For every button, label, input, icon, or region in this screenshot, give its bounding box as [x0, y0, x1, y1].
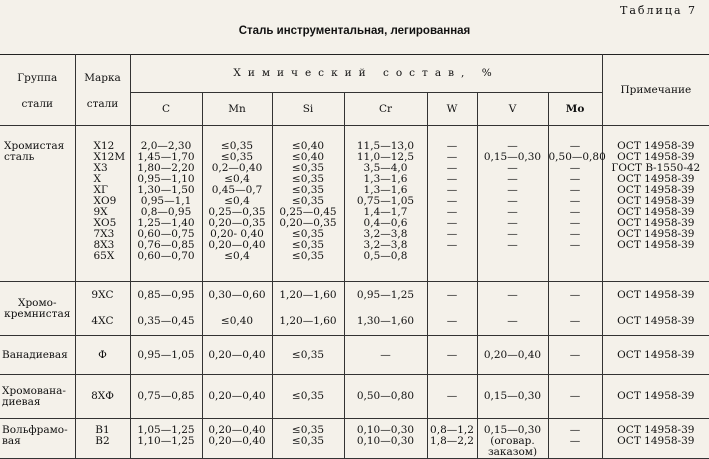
cell-line: 0,20—0,40 — [208, 435, 266, 447]
grade: 9ХС — [75, 282, 130, 309]
mo-value: — — [548, 336, 602, 375]
cell-line: 0,15—0,30 — [483, 424, 542, 436]
si-value: ≤0,35 — [272, 336, 344, 375]
cell-line: ≤0,35 — [291, 250, 325, 262]
v-values — [477, 126, 548, 282]
cell-line: — — [507, 195, 518, 207]
cell-line — [428, 251, 477, 262]
cell-line: 0,8—0,95 — [140, 206, 192, 218]
header-cr: Cr — [344, 93, 427, 126]
cell-line: — — [507, 228, 518, 240]
cell-line: 1,25—1,40 — [137, 217, 195, 229]
cell-line: — — [507, 239, 518, 251]
table-row — [0, 309, 709, 336]
si-values — [272, 126, 344, 282]
cr-values — [344, 419, 427, 459]
v-value: — — [477, 309, 548, 336]
group-name: Ванадиевая — [0, 336, 75, 375]
header-w: W — [427, 93, 477, 126]
cell-line: Х12М — [93, 151, 126, 163]
group-name: Хромо- кремнистая — [0, 282, 75, 336]
cell-line: ≤0,40 — [291, 140, 325, 152]
cell-line: ≤0,35 — [291, 435, 325, 447]
cell-line: ОСТ 14958-39 — [617, 173, 695, 185]
grade: 8ХФ — [75, 375, 130, 419]
cell-line: 1,45—1,70 — [137, 151, 195, 163]
cell-line: ≤0,35 — [291, 173, 325, 185]
grade: 4ХС — [75, 309, 130, 336]
cell-line: ОСТ 14958-39 — [617, 206, 695, 218]
cr-value: — — [344, 336, 427, 375]
cell-line: — — [569, 195, 581, 207]
cell-line: 1,30—1,50 — [137, 184, 195, 196]
mn-value: 0,20—0,40 — [202, 375, 272, 419]
cell-line: ≤0,35 — [291, 228, 325, 240]
group-name: Хромована- диевая — [0, 375, 75, 419]
c-value: 0,75—0,85 — [130, 375, 202, 419]
mo-values — [548, 419, 602, 459]
cell-line: ≤0,35 — [291, 424, 325, 436]
table-row — [0, 282, 709, 309]
cell-line: — — [446, 140, 458, 152]
cr-value: 0,95—1,25 — [344, 282, 427, 309]
v-values — [477, 419, 548, 459]
cell-line: Х — [93, 173, 101, 185]
cell-line: 11,5—13,0 — [356, 140, 415, 152]
cell-line: 1,8—2,2 — [430, 435, 474, 447]
cell-line: 0,25—0,35 — [208, 206, 266, 218]
cell-line: 0,10—0,30 — [356, 424, 415, 436]
note-value: ОСТ 14958-39 — [602, 375, 709, 419]
cell-line: 1,05—1,25 — [137, 424, 195, 436]
cell-line: — — [446, 195, 458, 207]
cell-line: 8Х3 — [93, 239, 115, 251]
si-value: 1,20—1,60 — [272, 309, 344, 336]
w-value: — — [427, 282, 477, 309]
header-si: Si — [272, 93, 344, 126]
cell-line: ОСТ 14958-39 — [617, 184, 695, 196]
cell-line: 0,2—0,40 — [211, 162, 263, 174]
cell-line: 0,10—0,30 — [356, 435, 415, 447]
w-values — [427, 126, 477, 282]
cell-line: 1,3—1,6 — [363, 184, 408, 196]
cell-line: ≤0,35 — [291, 162, 325, 174]
note-value: ОСТ 14958-39 — [602, 282, 709, 309]
table-row — [0, 126, 709, 282]
header-mo: Mo — [548, 93, 602, 126]
c-value: 0,85—0,95 — [130, 282, 202, 309]
cell-line: ≤0,35 — [220, 140, 254, 152]
cell-line: — — [569, 424, 581, 436]
v-value: — — [477, 282, 548, 309]
cell-line: 7Х3 — [93, 228, 115, 240]
cell-line: ОСТ 14958-39 — [617, 151, 695, 163]
cell-line: — — [569, 217, 581, 229]
cell-line: ОСТ 14958-39 — [617, 424, 695, 436]
cell-line: 0,20- 0,40 — [210, 228, 264, 240]
header-c: C — [130, 93, 202, 126]
cell-line: — — [569, 173, 581, 185]
cell-line: ОСТ 14958-39 — [617, 435, 695, 447]
cell-line: — — [446, 151, 458, 163]
cell-line: ≤0,4 — [224, 195, 250, 207]
cell-line: 1,10—1,25 — [137, 435, 195, 447]
cell-line: — — [507, 217, 518, 229]
mo-value: — — [548, 282, 602, 309]
cell-line: ХГ — [93, 184, 108, 196]
cell-line: 3,5—4,0 — [363, 162, 408, 174]
cell-line: — — [446, 162, 458, 174]
cell-line: ≤0,35 — [291, 195, 325, 207]
header-composition: Химический состав, % — [130, 55, 602, 93]
mn-value: 0,30—0,60 — [202, 282, 272, 309]
cell-line: заказом) — [487, 446, 538, 458]
cell-line: 0,75—1,05 — [356, 195, 415, 207]
table-row — [0, 419, 709, 459]
cell-line: ОСТ 14958-39 — [617, 195, 695, 207]
cell-line: 3,2—3,8 — [363, 239, 408, 251]
note-values — [602, 126, 709, 282]
cell-line: 1,80—2,20 — [137, 162, 195, 174]
cell-line: 0,20—0,40 — [208, 424, 266, 436]
mo-values — [548, 126, 606, 282]
cell-line: — — [569, 162, 581, 174]
cr-value: 1,30—1,60 — [344, 309, 427, 336]
table-number: Таблица 7 — [620, 4, 697, 17]
c-values — [130, 419, 202, 459]
group-name: Хромистая сталь — [0, 126, 75, 282]
cell-line: 0,76—0,85 — [137, 239, 195, 251]
v-value: 0,20—0,40 — [477, 336, 548, 375]
cell-line: 0,4—0,6 — [363, 217, 408, 229]
cell-line: — — [569, 228, 581, 240]
cell-line: Х3 — [93, 162, 108, 174]
mn-values — [202, 419, 272, 459]
cell-line: 0,20—0,35 — [279, 217, 337, 229]
cell-line: — — [446, 239, 458, 251]
group-name: Вольфрамо- вая — [0, 419, 75, 459]
table-row — [0, 336, 709, 375]
cell-line: 0,95—1,1 — [140, 195, 192, 207]
si-value: ≤0,35 — [272, 375, 344, 419]
cell-line: — — [569, 206, 581, 218]
cell-line: 0,95—1,10 — [137, 173, 195, 185]
cell-line: ОСТ 14958-39 — [617, 217, 695, 229]
cell-line: ≤0,4 — [224, 250, 250, 262]
w-value: — — [427, 375, 477, 419]
cell-line: 0,50—0,80 — [548, 151, 606, 163]
w-value: — — [427, 336, 477, 375]
steel-composition-table — [0, 54, 709, 459]
cell-line: — — [569, 184, 581, 196]
cell-line: 0,5—0,8 — [363, 250, 408, 262]
grade-list — [75, 126, 130, 282]
cell-line: — — [569, 239, 581, 251]
cell-line — [478, 251, 548, 262]
mn-values — [202, 126, 272, 282]
cell-line: — — [569, 435, 581, 447]
cell-line: 3,2—3,8 — [363, 228, 408, 240]
page-title: Сталь инструментальная, легированная — [238, 25, 471, 37]
mn-value: ≤0,40 — [202, 309, 272, 336]
cell-line: ОСТ 14958-39 — [617, 228, 695, 240]
cell-line: — — [446, 184, 458, 196]
chromium-grades — [76, 126, 130, 262]
cell-line: Х12 — [93, 140, 115, 152]
c-value: 0,95—1,05 — [130, 336, 202, 375]
cell-line: 0,60—0,75 — [137, 228, 195, 240]
cell-line: В2 — [95, 435, 110, 447]
header-mn: Mn — [202, 93, 272, 126]
cell-line: 1,3—1,6 — [363, 173, 408, 185]
cell-line: — — [507, 206, 518, 218]
cell-line: 11,0—12,5 — [356, 151, 415, 163]
cell-line: ОСТ 14958-39 — [617, 140, 695, 152]
table-row — [0, 375, 709, 419]
v-value: 0,15—0,30 — [477, 375, 548, 419]
cell-line: (оговар. — [490, 435, 535, 447]
header-v: V — [477, 93, 548, 126]
cell-line: ≤0,35 — [291, 239, 325, 251]
mo-value: — — [548, 309, 602, 336]
si-values — [272, 419, 344, 459]
cell-line: 65Х — [93, 250, 115, 262]
grade: Ф — [75, 336, 130, 375]
header-grade: Марка стали — [75, 55, 130, 126]
cell-line — [549, 251, 602, 262]
w-values — [427, 419, 477, 459]
cell-line: — — [446, 217, 458, 229]
cell-line: ГОСТ В-1550-42 — [611, 162, 701, 174]
cell-line: 0,8—1,2 — [430, 424, 474, 436]
cell-line: — — [507, 184, 518, 196]
cell-line: — — [507, 140, 518, 152]
c-values — [130, 126, 202, 282]
cr-value: 0,50—0,80 — [344, 375, 427, 419]
cell-line: ≤0,40 — [291, 151, 325, 163]
si-value: 1,20—1,60 — [272, 282, 344, 309]
cell-line: — — [569, 140, 581, 152]
cell-line: ХО5 — [93, 217, 117, 229]
cell-line: 0,20—0,35 — [208, 217, 266, 229]
c-value: 0,35—0,45 — [130, 309, 202, 336]
cell-line: — — [507, 162, 518, 174]
cell-line: 0,60—0,70 — [137, 250, 195, 262]
cell-line: ≤0,35 — [291, 184, 325, 196]
cell-line: — — [446, 173, 458, 185]
cell-line: 0,20—0,40 — [208, 239, 266, 251]
cell-line: — — [446, 228, 458, 240]
cell-line: — — [507, 173, 518, 185]
cell-line — [603, 251, 709, 262]
w-value: — — [427, 309, 477, 336]
cell-line: 0,15—0,30 — [483, 151, 542, 163]
mn-value: 0,20—0,40 — [202, 336, 272, 375]
header-group: Группа стали — [0, 55, 75, 126]
cell-line: ОСТ 14958-39 — [617, 239, 695, 251]
cell-line: 2,0—2,30 — [140, 140, 192, 152]
cell-line: 1,4—1,7 — [363, 206, 408, 218]
note-value: ОСТ 14958-39 — [602, 336, 709, 375]
cell-line: 0,45—0,7 — [211, 184, 263, 196]
cell-line: 0,25—0,45 — [279, 206, 337, 218]
note-values — [602, 419, 709, 459]
grade-list — [75, 419, 130, 459]
cr-values — [344, 126, 427, 282]
cell-line: — — [446, 206, 458, 218]
mo-value: — — [548, 375, 602, 419]
note-value: ОСТ 14958-39 — [602, 309, 709, 336]
cell-line: ХО9 — [93, 195, 117, 207]
cell-line: В1 — [95, 424, 110, 436]
cell-line: ≤0,35 — [220, 151, 254, 163]
cell-line: 9Х — [93, 206, 108, 218]
header-note: Примечание — [602, 55, 709, 126]
cell-line: ≤0,4 — [224, 173, 250, 185]
